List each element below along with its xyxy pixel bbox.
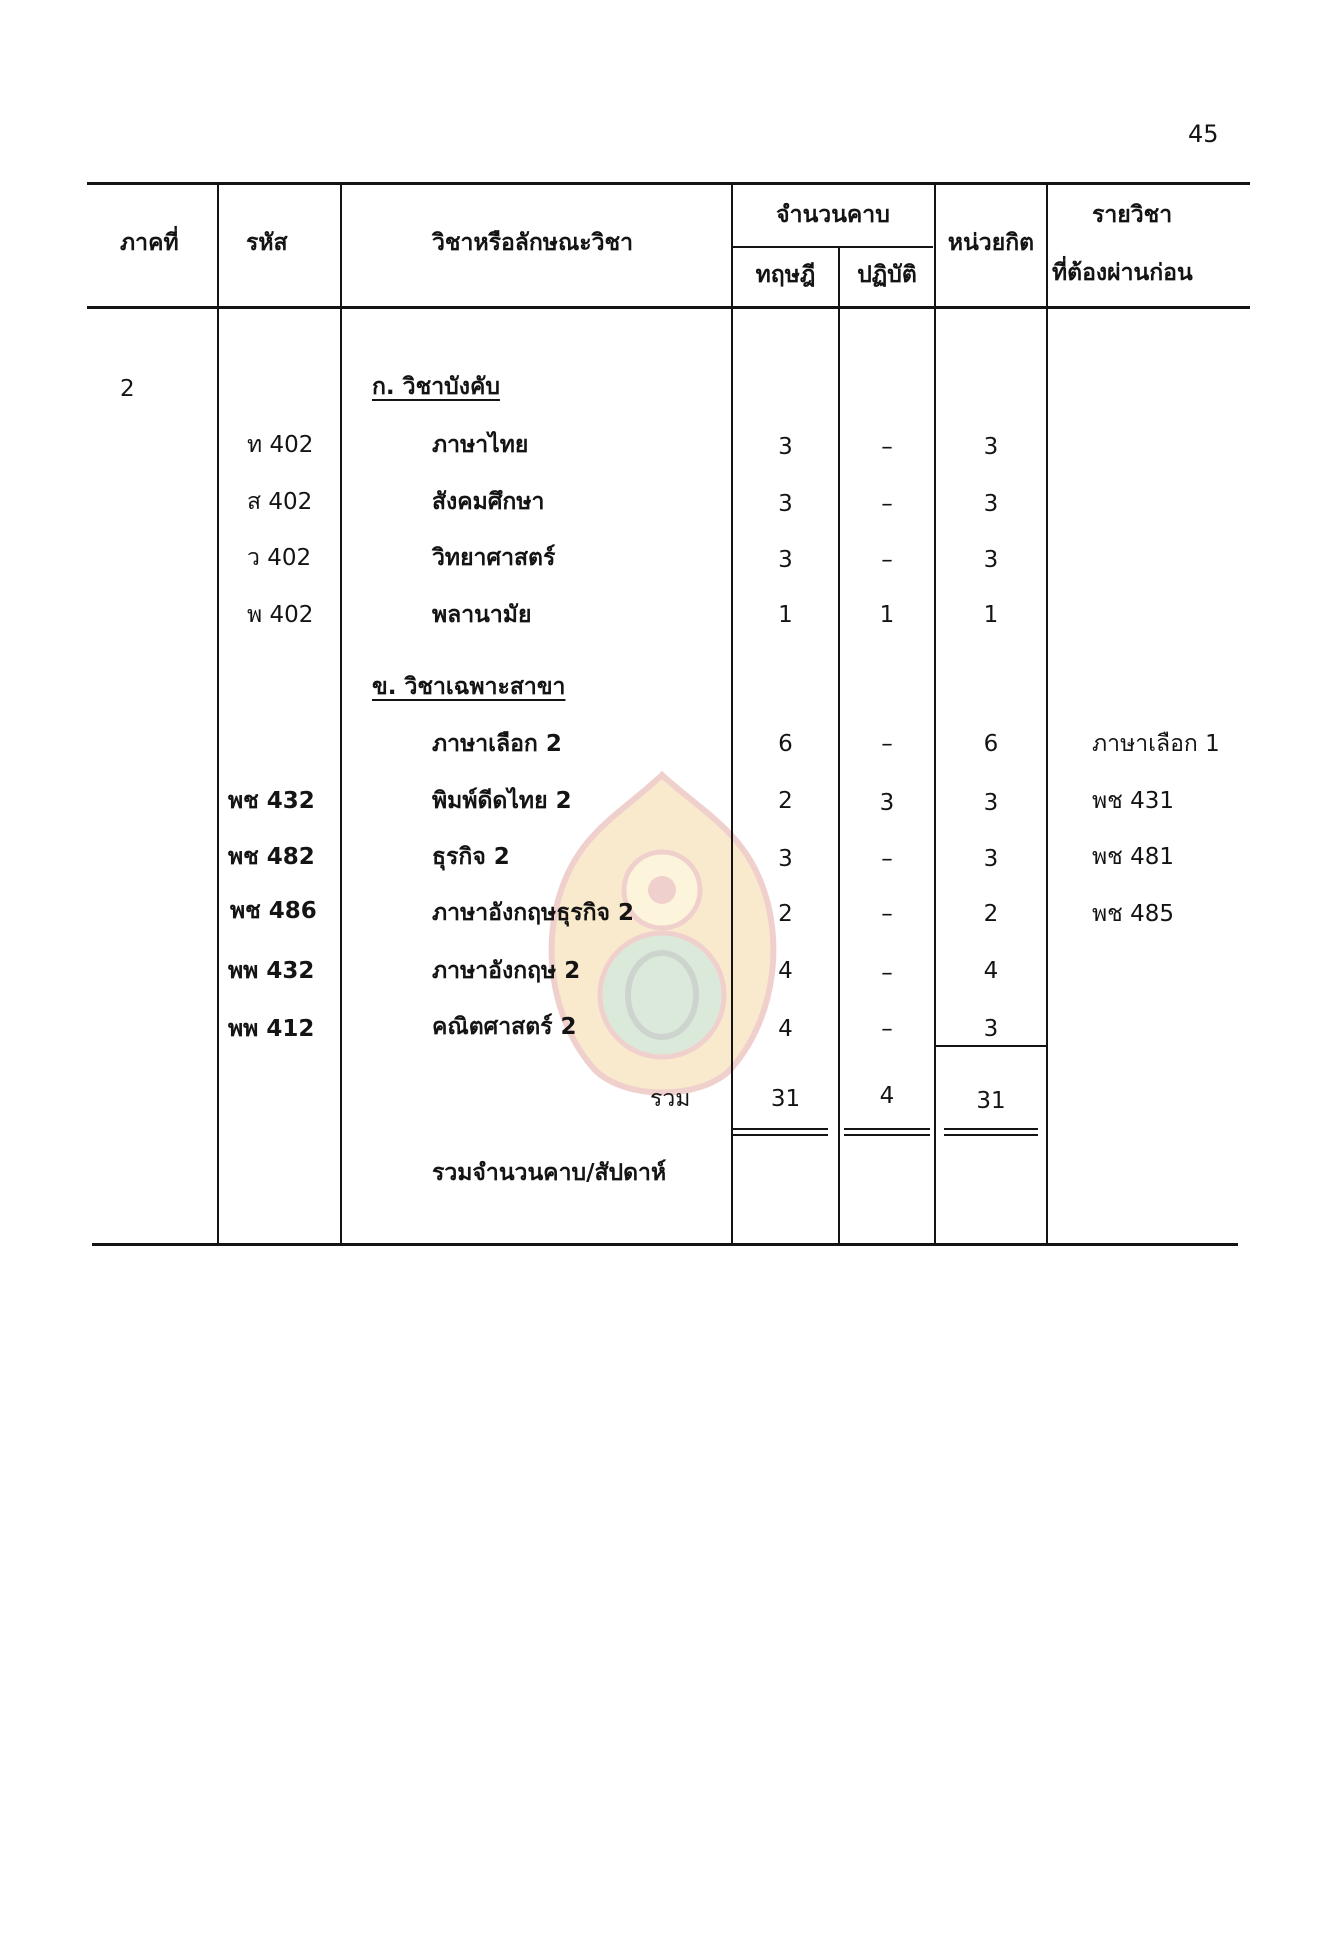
theory-value: 4 [778,958,793,984]
theory-value: 1 [778,602,793,628]
total-label: รวม [650,1086,691,1112]
credits-value: 2 [983,901,999,927]
institution-seal-watermark [525,770,800,1110]
prereq-value: พช 485 [1092,901,1174,927]
practice-value: 3 [879,790,895,816]
theory-value: 2 [778,788,793,814]
course-code: พพ 432 [228,958,315,984]
header-theory: ทฤษฎี [755,262,816,288]
header-credits: หน่วยกิต [947,230,1035,256]
course-code: พช 486 [230,898,317,924]
page-number: 45 [1188,120,1219,148]
course-code: ส 402 [247,489,313,515]
total-double-rule-bottom [944,1134,1038,1136]
credits-value: 3 [983,434,999,460]
course-subject: วิทยาศาสตร์ [432,545,556,571]
header-subject: วิชาหรือลักษณะวิชา [432,230,634,256]
prereq-value: พช 481 [1092,844,1174,870]
theory-value: 4 [778,1016,793,1042]
credits-value: 3 [983,790,999,816]
credits-value: 3 [983,1016,999,1042]
theory-value: 3 [778,846,793,872]
total-double-rule-bottom [844,1134,930,1136]
course-code: พพ 412 [228,1016,315,1042]
table-bottom-rule [92,1243,1238,1246]
subtotal-rule [936,1045,1046,1047]
col-divider-credits [934,182,936,1245]
practice-value: – [881,434,893,460]
section-title-compulsory: ก. วิชาบังคับ [372,374,500,400]
course-subject: สังคมศึกษา [432,489,545,515]
col-divider-subject [340,182,342,1245]
header-periods: จำนวนคาบ [776,202,890,228]
course-code: พช 482 [228,844,315,870]
course-code: พ 402 [247,602,314,628]
course-subject: ภาษาเลือก 2 [432,731,562,757]
course-code: ว 402 [247,545,312,571]
col-divider-code [217,182,219,1245]
course-subject: ภาษาไทย [432,432,529,458]
header-bottom-rule [87,306,1250,309]
practice-value: – [881,901,893,927]
header-code: รหัส [246,230,288,256]
course-code: ท 402 [247,432,314,458]
practice-value: 1 [879,602,895,628]
practice-value: – [881,547,893,573]
credits-value: 6 [983,731,999,757]
credits-value: 3 [983,491,999,517]
col-divider-theory [731,182,733,1245]
course-subject: พิมพ์ดีดไทย 2 [432,788,572,814]
theory-value: 3 [778,434,793,460]
semester-value: 2 [120,376,135,402]
prereq-value: ภาษาเลือก 1 [1092,731,1220,757]
total-double-rule-bottom [733,1134,828,1136]
total-theory: 31 [770,1086,801,1112]
header-semester: ภาคที่ [120,230,179,256]
practice-value: – [881,846,893,872]
theory-value: 2 [778,901,793,927]
credits-value: 1 [983,602,999,628]
theory-value: 3 [778,547,793,573]
periods-subheader-rule [733,246,933,248]
course-subject: ธุรกิจ 2 [432,844,510,870]
col-divider-prereq [1046,182,1048,1245]
header-practice: ปฏิบัติ [857,262,917,288]
total-credits: 31 [976,1088,1006,1114]
total-double-rule-top [844,1128,930,1130]
prereq-value: พช 431 [1092,788,1174,814]
total-double-rule-top [733,1128,828,1130]
weekly-periods-label: รวมจำนวนคาบ/สัปดาห์ [432,1160,667,1186]
theory-value: 6 [778,731,793,757]
theory-value: 3 [778,491,793,517]
course-subject: ภาษาอังกฤษธุรกิจ 2 [432,900,635,926]
course-subject: คณิตศาสตร์ 2 [432,1014,577,1040]
table-top-rule [87,182,1250,185]
header-prereq-line2: ที่ต้องผ่านก่อน [1052,260,1193,286]
practice-value: – [881,960,893,986]
course-subject: พลานามัย [432,602,532,628]
total-practice: 4 [879,1083,895,1109]
total-double-rule-top [944,1128,1038,1130]
credits-value: 3 [983,547,999,573]
practice-value: – [881,1016,893,1042]
practice-value: – [881,491,893,517]
course-subject: ภาษาอังกฤษ 2 [432,958,581,984]
course-code: พช 432 [228,788,315,814]
section-title-major: ข. วิชาเฉพาะสาขา [372,674,566,700]
practice-value: – [881,731,893,757]
credits-value: 4 [983,958,999,984]
header-prereq-line1: รายวิชา [1092,202,1173,228]
credits-value: 3 [983,846,999,872]
